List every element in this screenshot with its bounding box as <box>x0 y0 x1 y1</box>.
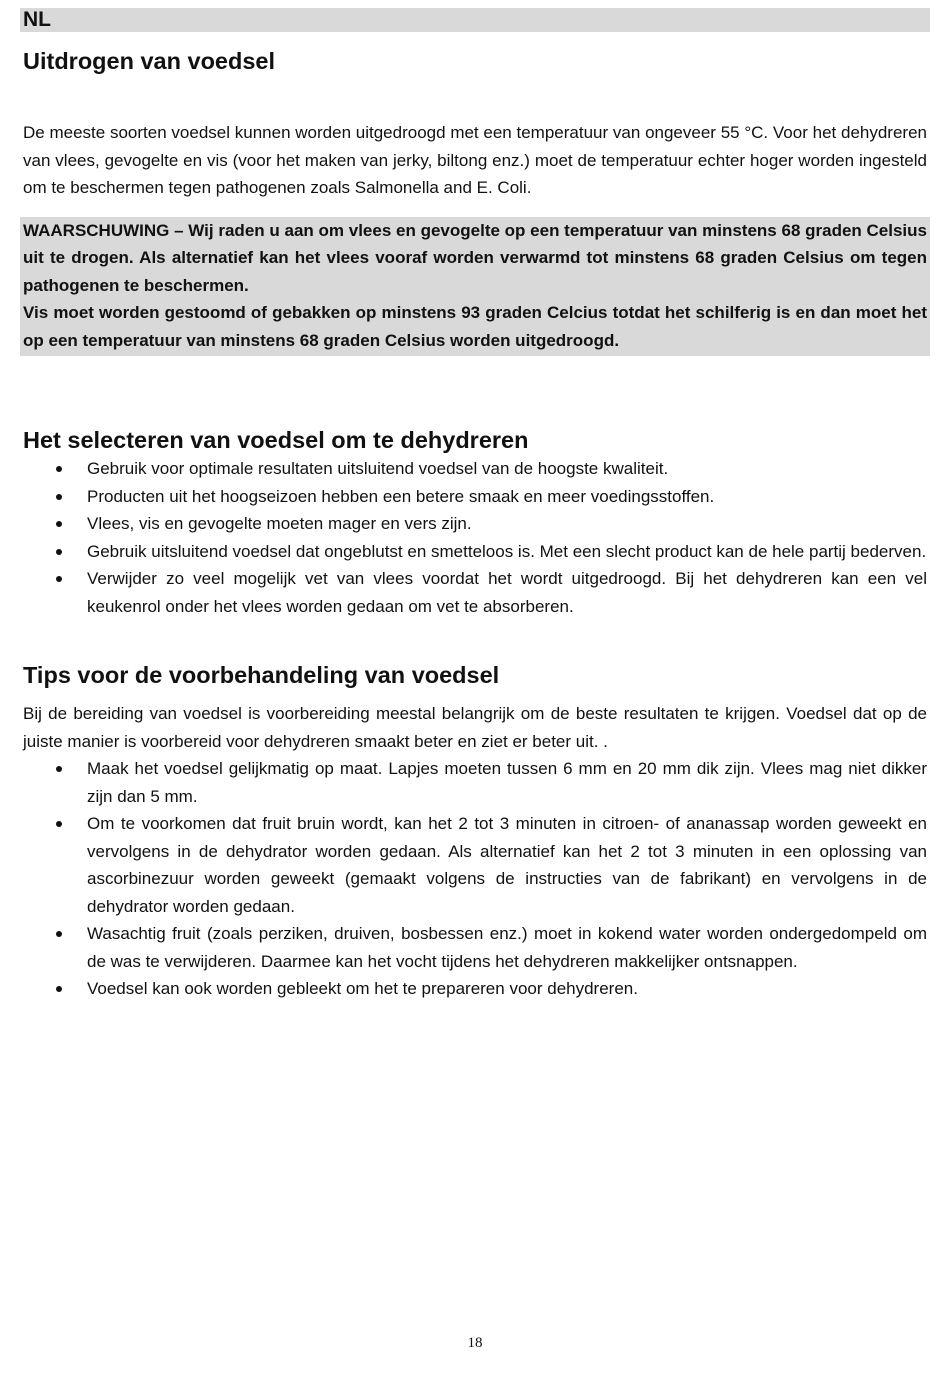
bullet-icon <box>56 931 62 937</box>
tips-list <box>20 755 930 1003</box>
warning-box <box>20 217 930 357</box>
bullet-icon <box>56 766 62 772</box>
list-item: Verwijder zo veel mogelijk vet van vlees voordat het wordt uitgedroogd. Bij het dehydreren kan een vel keukenrol onder het vlees worden gedaan om vet te absorberen. <box>20 565 930 620</box>
bullet-icon <box>56 986 62 992</box>
bullet-icon <box>56 494 62 500</box>
drying-intro-paragraph: De meeste soorten voedsel kunnen worden uitgedroogd met een temperatuur van ongeveer 55 °C. Voor het dehydreren van vlees, gevogelte en vis (voor het maken van jerky, biltong enz.) moet de temperatuur echter hoger worden ingesteld om te beschermen tegen pathogenen zoals Salmonella and E. Coli. <box>23 123 927 197</box>
document-page <box>20 8 930 1003</box>
selecting-list <box>20 455 930 620</box>
section-title-selecting: Het selecteren van voedsel om te dehydreren <box>23 427 529 453</box>
list-item: Vlees, vis en gevogelte moeten mager en vers zijn. <box>20 510 930 538</box>
page-number: 18 <box>467 1335 483 1351</box>
bullet-icon <box>56 549 62 555</box>
language-header: NL <box>20 8 930 32</box>
list-item: Gebruik voor optimale resultaten uitsluitend voedsel van de hoogste kwaliteit. <box>20 455 930 483</box>
warning-paragraph-meat: WAARSCHUWING – Wij raden u aan om vlees en gevogelte op een temperatuur van minstens 68 graden Celsius uit te drogen. Als alternatief kan het vlees vooraf worden verwarmd tot minstens 68 graden Celsius om tegen pathogenen te beschermen. <box>23 220 927 295</box>
section-title-tips: Tips voor de voorbehandeling van voedsel <box>23 662 500 688</box>
list-item: Voedsel kan ook worden gebleekt om het te prepareren voor dehydreren. <box>20 975 930 1003</box>
list-item: Producten uit het hoogseizoen hebben een betere smaak en meer voedingsstoffen. <box>20 483 930 511</box>
bullet-icon <box>56 821 62 827</box>
list-item: Maak het voedsel gelijkmatig op maat. Lapjes moeten tussen 6 mm en 20 mm dik zijn. Vlees mag niet dikker zijn dan 5 mm. <box>20 755 930 810</box>
bullet-icon <box>56 576 62 582</box>
list-item: Wasachtig fruit (zoals perziken, druiven, bosbessen enz.) moet in kokend water worden ondergedompeld om de was te verwijderen. Daarmee kan het vocht tijdens het dehydreren makkelijker ontsnappen. <box>20 920 930 975</box>
section-title-drying: Uitdrogen van voedsel <box>23 48 276 74</box>
bullet-icon <box>56 521 62 527</box>
bullet-icon <box>56 466 62 472</box>
warning-paragraph-fish: Vis moet worden gestoomd of gebakken op minstens 93 graden Celcius totdat het schilferig is en dan moet het op een temperatuur van minstens 68 graden Celsius worden uitgedroogd. <box>23 303 927 350</box>
list-item: Gebruik uitsluitend voedsel dat ongeblutst en smetteloos is. Met een slecht product kan de hele partij bederven. <box>20 538 930 566</box>
list-item: Om te voorkomen dat fruit bruin wordt, kan het 2 tot 3 minuten in citroen- of ananassap worden geweekt en vervolgens in de dehydrator worden gedaan. Als alternatief kan het 2 tot 3 minuten in een oplossing van ascorbinezuur worden geweekt (gemaakt volgens de instructies van de fabrikant) en vervolgens in de dehydrator worden gedaan. <box>20 810 930 920</box>
tips-intro-paragraph: Bij de bereiding van voedsel is voorbereiding meestal belangrijk om de beste resultaten te krijgen. Voedsel dat op de juiste manier is voorbereid voor dehydreren smaakt beter en ziet er beter uit. . <box>23 704 927 751</box>
